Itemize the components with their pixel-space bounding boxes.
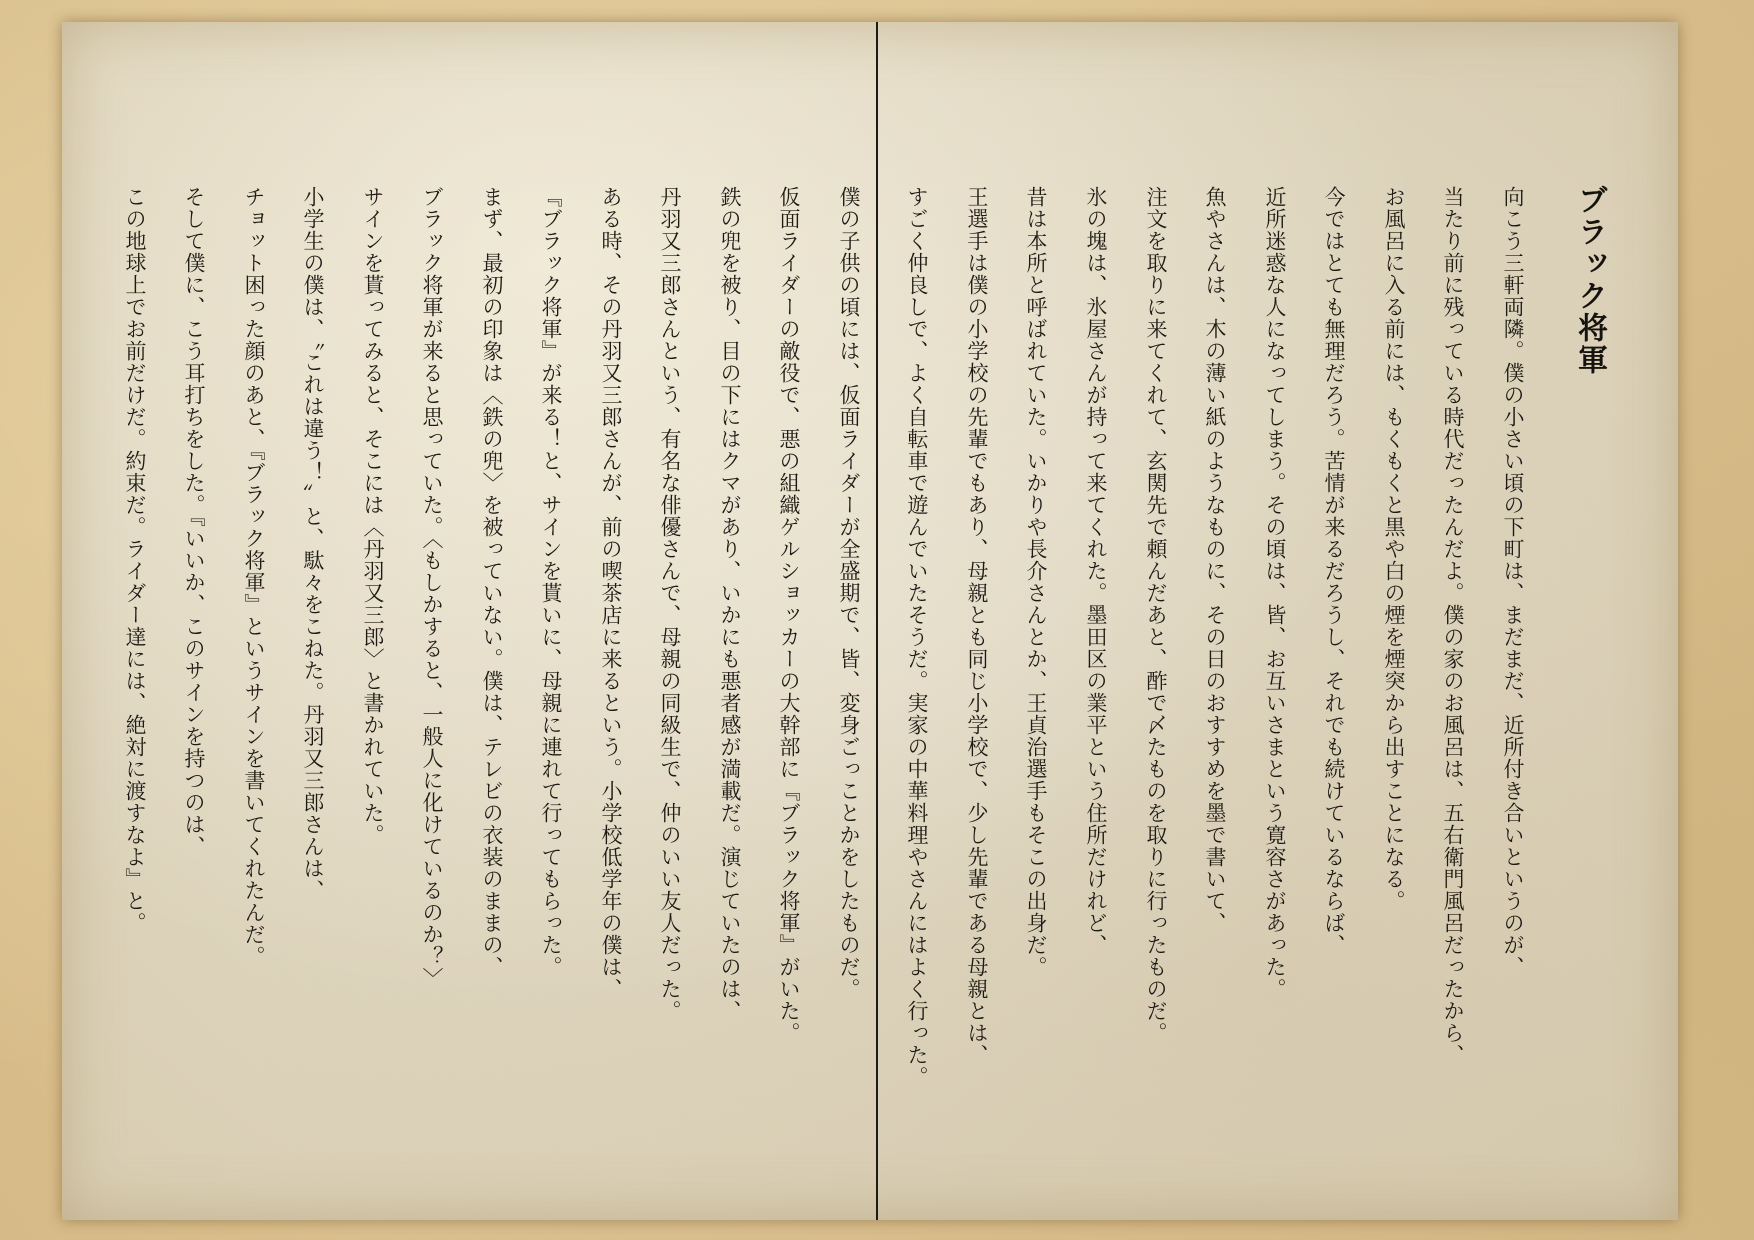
text-column: 小学生の僕は、〝これは違う！〟と、駄々をこねた。丹羽又三郎さんは、 — [301, 186, 325, 902]
text-column: 当たり前に残っている時代だったんだよ。僕の家のお風呂は、五右衛門風呂だったから、 — [1441, 186, 1465, 1066]
text-column: この地球上でお前だけだ。約束だ。ライダー達には、絶対に渡すなよ』と。 — [123, 186, 147, 934]
text-column: 近所迷惑な人になってしまう。その頃は、皆、お互いさまという寛容さがあった。 — [1263, 186, 1287, 1000]
text-column: 『ブラック将軍』が来る！と、サインを貰いに、母親に連れて行ってもらった。 — [539, 186, 563, 978]
text-column: サインを貰ってみると、そこには〈丹羽又三郎〉と書かれていた。 — [361, 186, 385, 846]
text-column: チョット困った顔のあと、『ブラック将軍』というサインを書いてくれたんだ。 — [242, 186, 266, 968]
text-column: 王選手は僕の小学校の先輩でもあり、母親とも同じ小学校で、少し先輩である母親とは、 — [965, 186, 989, 1066]
text-column: そして僕に、こう耳打ちをした。『いいか、このサインを持つのは、 — [182, 186, 206, 858]
text-column: まず、最初の印象は〈鉄の兜〉を被っていない。僕は、テレビの衣装のままの、 — [480, 186, 504, 978]
text-column: 氷の塊は、氷屋さんが持って来てくれた。墨田区の業平という住所だけれど、 — [1084, 186, 1108, 956]
text-column: 向こう三軒両隣。僕の小さい頃の下町は、まだまだ、近所付き合いというのが、 — [1501, 186, 1525, 978]
text-column: 今ではとても無理だろう。苦情が来るだろうし、それでも続けているならば、 — [1322, 186, 1346, 956]
text-column: 僕の子供の頃には、仮面ライダーが全盛期で、皆、変身ごっことかをしたものだ。 — [837, 186, 861, 1000]
text-column: ある時、その丹羽又三郎さんが、前の喫茶店に来るという。小学校低学年の僕は、 — [599, 186, 623, 1000]
text-column: 魚やさんは、木の薄い紙のようなものに、その日のおすすめを墨で書いて、 — [1203, 186, 1227, 934]
document-title: ブラック将軍 — [1572, 184, 1607, 376]
text-column: すごく仲良しで、よく自転車で遊んでいたそうだ。実家の中華料理やさんにはよく行った。 — [905, 186, 929, 1088]
text-column: 昔は本所と呼ばれていた。いかりや長介さんとか、王貞治選手もそこの出身だ。 — [1024, 186, 1048, 978]
text-column: 注文を取りに来てくれて、玄関先で頼んだあと、酢で〆たものを取りに行ったものだ。 — [1144, 186, 1168, 1044]
text-column: 丹羽又三郎さんという、有名な俳優さんで、母親の同級生で、仲のいい友人だった。 — [658, 186, 682, 1022]
text-column: お風呂に入る前には、もくもくと黒や白の煙を煙突から出すことになる。 — [1382, 186, 1406, 912]
text-column: 仮面ライダーの敵役で、悪の組織ゲルショッカーの大幹部に『ブラック将軍』がいた。 — [777, 186, 801, 1044]
text-column: 鉄の兜を被り、目の下にはクマがあり、いかにも悪者感が満載だ。演じていたのは、 — [718, 186, 742, 1022]
page-divider — [876, 22, 878, 1220]
text-column: ブラック将軍が来ると思っていた。〈もしかすると、一般人に化けているのか？〉 — [420, 186, 444, 990]
